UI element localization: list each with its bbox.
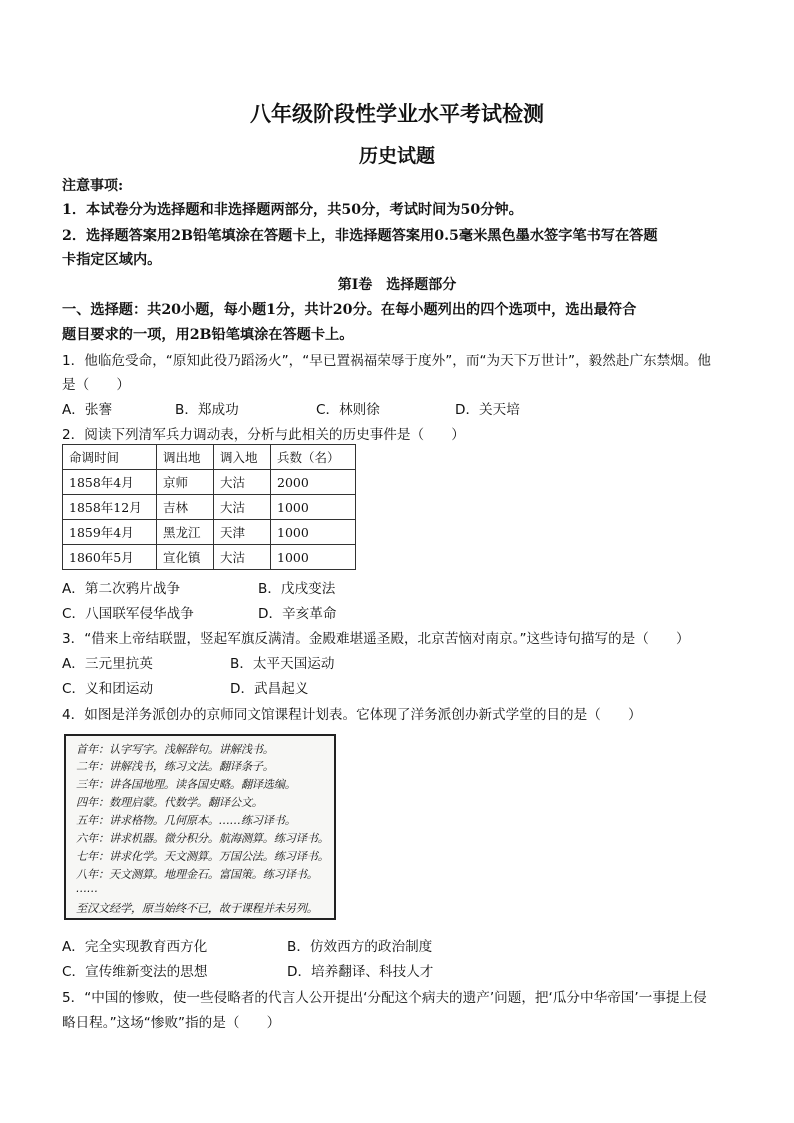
q2-option-a: A．第二次鸦片战争 [62, 581, 181, 597]
table-header-cell: 命调时间 [63, 445, 157, 470]
q4-option-b: B．仿效西方的政治制度 [287, 939, 433, 955]
table-header-row [63, 445, 356, 470]
section-instruction-2: 题目要求的一项，用2B铅笔填涂在答题卡上。 [62, 327, 354, 343]
table-cell: 大沽 [214, 545, 271, 570]
note-item-2-cont: 卡指定区域内。 [62, 252, 162, 268]
table-cell: 天津 [214, 520, 271, 545]
note-item-1: 1．本试卷分为选择题和非选择题两部分，共50分，考试时间为50分钟。 [62, 202, 523, 218]
q1-option-c: C．林则徐 [316, 402, 380, 418]
q2-option-c: C．八国联军侵华战争 [62, 606, 194, 622]
question-1-text-cont: 是（ ） [62, 377, 130, 393]
table-cell: 2000 [271, 470, 356, 495]
table-row [63, 520, 356, 545]
q3-option-a: A．三元里抗英 [62, 656, 153, 672]
curriculum-line: 五年：讲求格物。几何原本。……练习译书。 [76, 814, 296, 827]
table-header-cell: 调出地 [157, 445, 214, 470]
curriculum-line: …… [76, 882, 98, 895]
q2-option-d: D．辛亥革命 [258, 606, 337, 622]
notes-heading: 注意事项: [62, 178, 124, 194]
curriculum-line: 七年：讲求化学。天文测算。万国公法。练习译书。 [76, 850, 329, 863]
table-cell: 黑龙江 [157, 520, 214, 545]
q3-option-b: B．太平天国运动 [230, 656, 335, 672]
table-cell: 大沽 [214, 470, 271, 495]
curriculum-image [64, 734, 336, 920]
table-cell: 1858年12月 [63, 495, 157, 520]
table-cell: 1859年4月 [63, 520, 157, 545]
table-cell: 1000 [271, 520, 356, 545]
table-cell: 京师 [157, 470, 214, 495]
exam-title: 八年级阶段性学业水平考试检测 [250, 101, 544, 126]
curriculum-line: 二年：讲解浅书，练习文法。翻译条子。 [76, 760, 274, 773]
section-instruction-1: 一、选择题：共20小题，每小题1分，共计20分。在每小题列出的四个选项中，选出最符合 [62, 302, 637, 318]
curriculum-line: 四年：数理启蒙。代数学。翻译公文。 [76, 796, 263, 809]
table-header-cell: 兵数（名） [271, 445, 356, 470]
question-4-text: 4．如图是洋务派创办的京师同文馆课程计划表。它体现了洋务派创办新式学堂的目的是（ ） [62, 707, 642, 723]
q3-option-d: D．武昌起义 [230, 681, 309, 697]
q1-option-a: A．张謇 [62, 402, 113, 418]
table-cell: 大沽 [214, 495, 271, 520]
q4-option-a: A．完全实现教育西方化 [62, 939, 208, 955]
troop-table [62, 444, 356, 570]
q3-option-c: C．义和团运动 [62, 681, 154, 697]
note-item-2: 2．选择题答案用2B铅笔填涂在答题卡上，非选择题答案用0.5毫米黑色墨水签字笔书写在答题 [62, 228, 658, 244]
question-5-text-cont: 略日程。”这场“惨败”指的是（ ） [62, 1015, 281, 1031]
table-cell: 1000 [271, 545, 356, 570]
table-row [63, 495, 356, 520]
q4-option-d: D．培养翻译、科技人才 [287, 964, 434, 980]
table-row [63, 470, 356, 495]
table-cell: 宣化镇 [157, 545, 214, 570]
question-2-text: 2．阅读下列清军兵力调动表，分析与此相关的历史事件是（ ） [62, 427, 465, 443]
table-cell: 1860年5月 [63, 545, 157, 570]
q1-option-d: D．关天培 [455, 402, 520, 418]
curriculum-line: 三年：讲各国地理。读各国史略。翻译选编。 [76, 778, 296, 791]
question-3-text: 3．“借来上帝结联盟，竖起军旗反满清。金殿难堪遥圣殿，北京苦恼对南京。”这些诗句描写的是（ ） [62, 631, 690, 647]
subject-title: 历史试题 [358, 145, 435, 167]
table-header-cell: 调入地 [214, 445, 271, 470]
table-cell: 1858年4月 [63, 470, 157, 495]
table-row [63, 545, 356, 570]
question-5-text: 5．“中国的惨败，使一些侵略者的代言人公开提出‘分配这个病夫的遗产’问题，把‘瓜分中华帝国’一事提上侵 [62, 990, 707, 1006]
curriculum-line: 六年：讲求机器。微分积分。航海测算。练习译书。 [76, 832, 329, 845]
curriculum-line: 首年：认字写字。浅解辞句。讲解浅书。 [76, 743, 274, 756]
question-1-text: 1．他临危受命，“原知此役乃蹈汤火”，“早已置祸福荣辱于度外”，而“为天下万世计”，毅然赴广东禁烟。他 [62, 353, 712, 369]
q4-option-c: C．宣传维新变法的思想 [62, 964, 208, 980]
q1-option-b: B．郑成功 [175, 402, 239, 418]
curriculum-line: 至汉文经学，原当始终不已，故于课程并未另列。 [76, 902, 318, 915]
table-cell: 吉林 [157, 495, 214, 520]
curriculum-line: 八年：天文测算。地理金石。富国策。练习译书。 [76, 868, 318, 881]
q2-option-b: B．戊戌变法 [258, 581, 336, 597]
section-title: 第Ⅰ卷 选择题部分 [337, 277, 457, 293]
table-cell: 1000 [271, 495, 356, 520]
